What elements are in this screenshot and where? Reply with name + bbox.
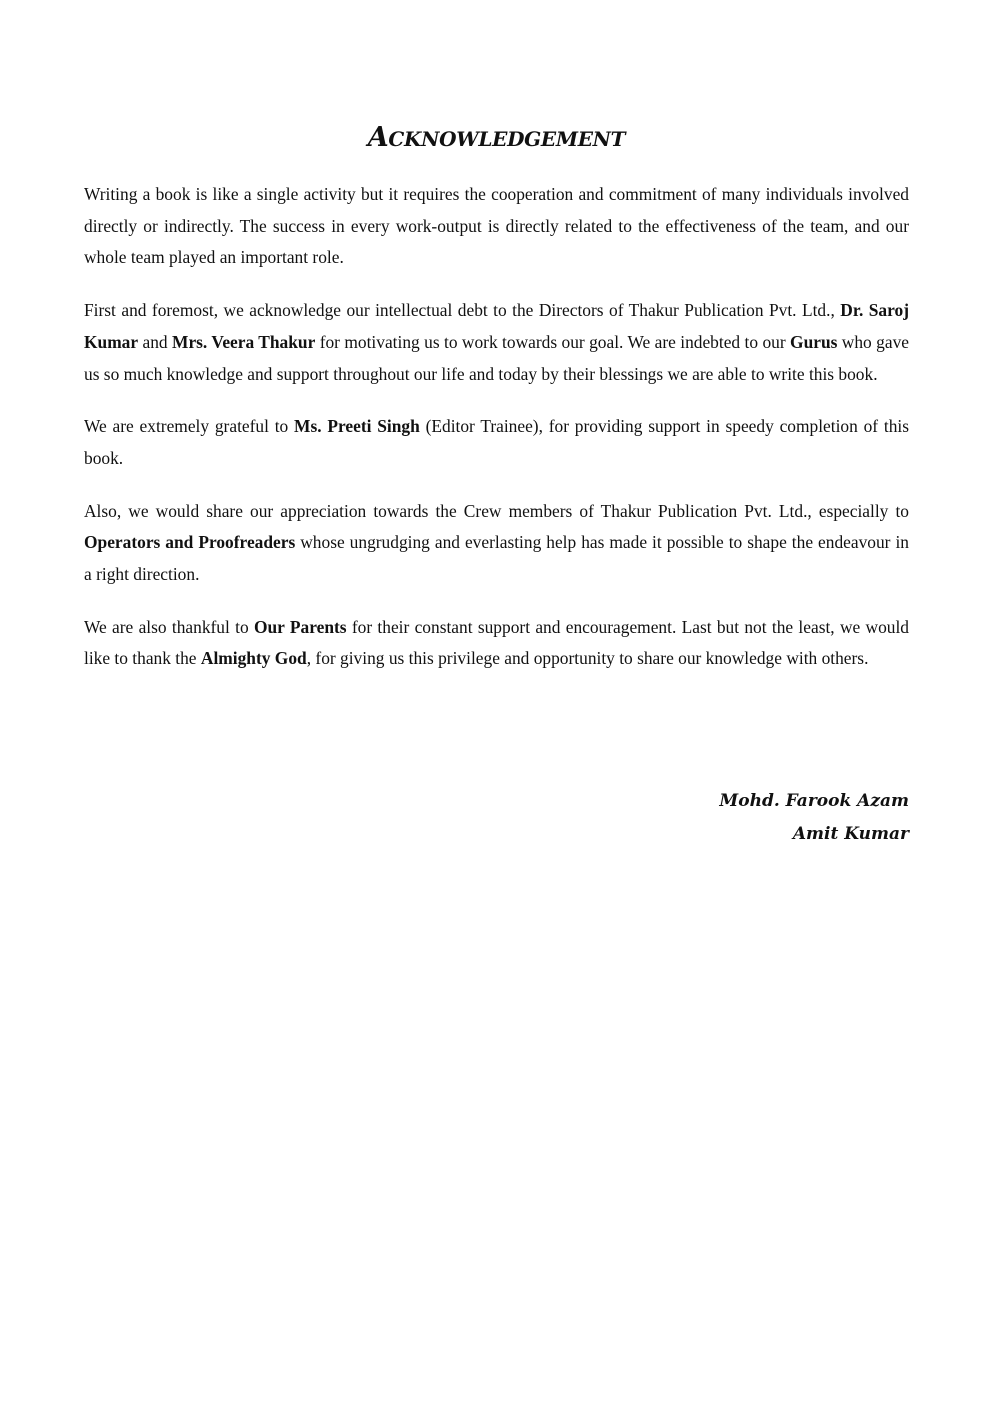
name-preeti-singh: Ms. Preeti Singh (294, 416, 420, 437)
page-title (84, 118, 909, 159)
paragraph-4 (84, 496, 909, 591)
author-signatures (719, 785, 909, 851)
gurus-emphasis: Gurus (790, 331, 838, 352)
name-saroj-kumar: Dr. Saroj Kumar (84, 300, 910, 352)
parents-emphasis: Our Parents (253, 616, 347, 637)
paragraph-2 (84, 295, 909, 390)
paragraph-5-text-2: for their constant support and encouragement. Last but not the least, we would like to thank the (84, 616, 909, 669)
title-rest: CKNOWLEDGEMENT (388, 127, 626, 151)
paragraph-5-text-3: , for giving us this privilege and opportunity to share our knowledge with others. (306, 648, 869, 669)
paragraph-5-text-1: We are also thankful to (84, 616, 254, 637)
name-veera-thakur: Mrs. Veera Thakur (172, 331, 316, 352)
paragraph-3-text-1: We are extremely grateful to (84, 416, 295, 437)
paragraph-2-text-2: and (138, 331, 173, 352)
author-name: Amit Kumar (792, 824, 909, 844)
document-page (84, 118, 910, 844)
paragraph-4-text-1: Also, we would share our appreciation towards the Crew members of Thakur Publication Pvt. Ltd., especially to (84, 500, 909, 521)
paragraph-4-text-2: whose ungrudging and everlasting help has made it possible to shape the endeavour in a right direction. (84, 532, 909, 585)
almighty-god-emphasis: Almighty God (200, 648, 307, 669)
paragraph-2-text-4: who gave us so much knowledge and support throughout our life and today by their blessings we are able to write this book. (84, 331, 909, 384)
paragraph-2-text-3: for motivating us to work towards our goal. We are indebted to our (315, 331, 791, 352)
paragraph-1: Writing a book is like a single activity but it requires the cooperation and commitment of many individuals involved directly or indirectly. The success in every work-output is directly related to the effectiveness of the team, and our whole team played an important role. (84, 184, 909, 268)
paragraph-3-text-2: (Editor Trainee), for providing support in speedy completion of this book. (84, 416, 910, 468)
author-name: Mohd. Farook Azam (719, 791, 909, 811)
paragraph-2-text-1: First and foremost, we acknowledge our intellectual debt to the Directors of Thakur Publication Pvt. Ltd., (84, 300, 841, 321)
paragraph-3 (84, 411, 909, 474)
paragraph-5 (84, 612, 909, 675)
operators-emphasis: Operators and Proofreaders (84, 532, 296, 553)
title-initial: A (367, 122, 389, 153)
